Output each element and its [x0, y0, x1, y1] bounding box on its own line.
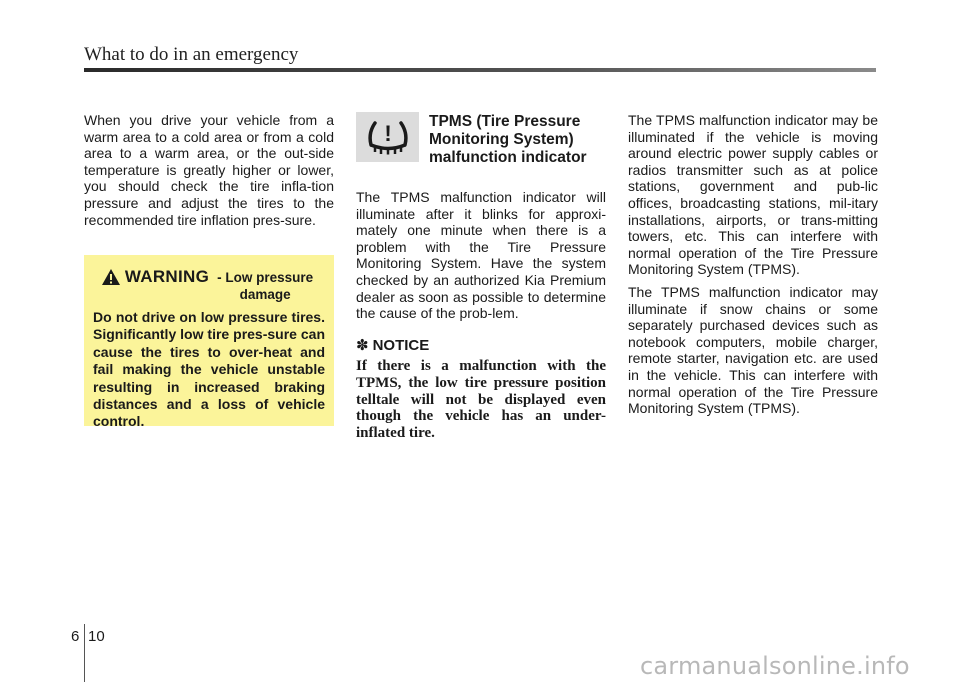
page-header-title: What to do in an emergency [84, 44, 299, 65]
footer-divider [84, 624, 85, 682]
intro-paragraph: When you drive your vehicle from a warm area to a cold area or from a cold area to a warm area, or the out-side temperature is greatly higher or lower, you should check the tire infla-tion pressure and adjust the tires to the recommended tire inflation pres-sure. [84, 112, 334, 228]
tpms-body: The TPMS malfunction indicator will illuminate after it blinks for approxi-mately one minute when there is a problem with the Tire Pressure Monitoring System. Have the system checked by an authorized Kia Premium dealer as soon as possible to determine the cause of the prob-lem. [356, 189, 606, 322]
notice-heading [356, 338, 606, 355]
page-number: 10 [88, 628, 105, 645]
notice-label: NOTICE [372, 336, 430, 354]
watermark: carmanualsonline.info [640, 652, 910, 680]
warning-label: WARNING [124, 267, 210, 286]
tire-pressure-icon [365, 119, 411, 155]
tpms-title: TPMS (Tire Pressure Monitoring System) malfunction indicator [429, 113, 587, 166]
column-1 [84, 112, 334, 234]
column3-paragraph-2: The TPMS malfunction indicator may illuminate if snow chains or some separately purchased devices such as notebook computers, mobile charger, remote starter, navigation etc. are used in the vehicle. This can interfere with normal operation of the Tire Pressure Monitoring System (TPMS). [628, 283, 878, 417]
warning-body: Do not drive on low pressure tires. Significantly low tire pres-sure can cause the tires to over-heat and fail making the vehicle unstable resulting in increased braking distances and a loss of vehicle control. [93, 309, 325, 430]
notice-body: If there is a malfunction with the TPMS, the low tire pressure position telltale will not be displayed even though the vehicle has an under-inflated tire. [356, 358, 606, 441]
column3-paragraph-1: The TPMS malfunction indicator may be illuminated if the vehicle is moving around electric power supply cables or radios transmitter such as at police stations, government and pub-lic offices, broadcasting stations, mil-itary installations, airports, or trans-mitting towers, etc. This can interfere with normal operation of the Tire Pressure Monitoring System (TPMS). [628, 112, 878, 278]
tpms-indicator-icon [356, 112, 419, 162]
warning-triangle-icon [101, 268, 121, 286]
warning-heading [93, 267, 325, 303]
column-3 [628, 112, 878, 423]
tpms-heading [356, 112, 606, 167]
warning-subtitle: - Low pressure damage [217, 270, 314, 302]
chapter-number: 6 [71, 628, 80, 645]
column-2 [356, 112, 606, 441]
tpms-icon-glyph: ! [383, 121, 392, 146]
notice-star-icon: ✽ [356, 336, 369, 354]
header-rule [84, 68, 876, 72]
warning-box [84, 255, 334, 430]
